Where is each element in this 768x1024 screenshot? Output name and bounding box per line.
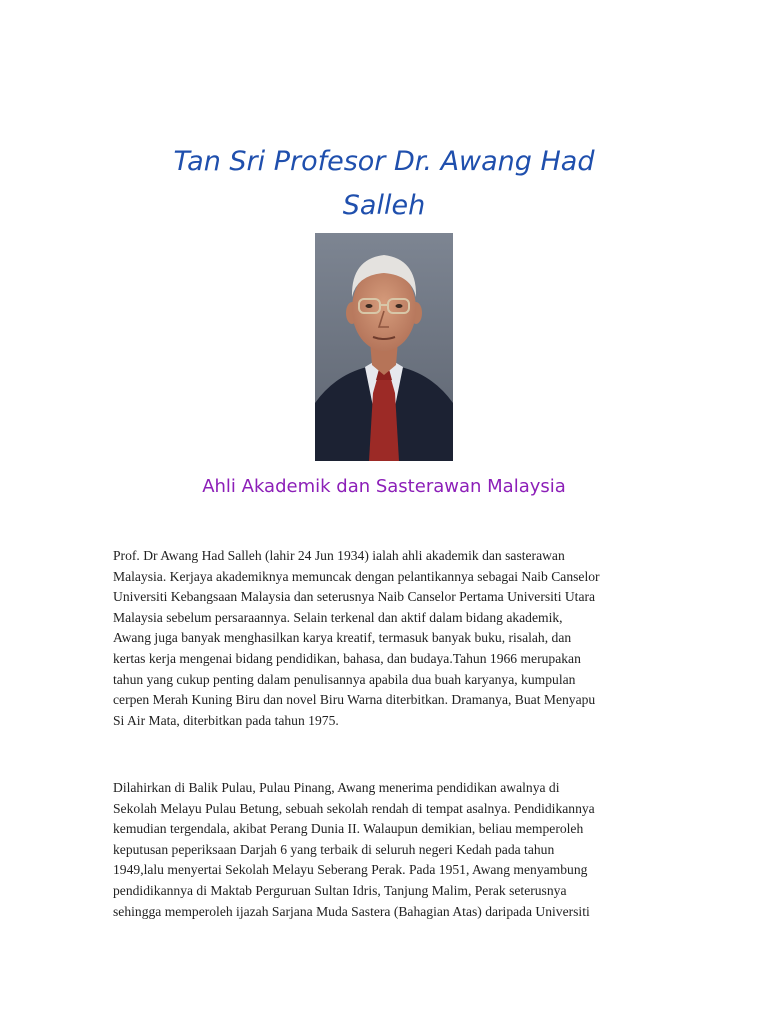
page-subtitle: Ahli Akademik dan Sasterawan Malaysia	[202, 476, 566, 497]
paragraph-line: Awang juga banyak menghasilkan karya kreatif, termasuk banyak buku, risalah, dan	[113, 630, 572, 646]
paragraph-line: Sekolah Melayu Pulau Betung, sebuah sekolah rendah di tempat asalnya. Pendidikannya	[113, 800, 595, 816]
page-title	[100, 140, 668, 228]
biography-paragraph-1	[113, 546, 643, 731]
paragraph-line: keputusan peperiksaan Darjah 6 yang terbaik di seluruh negeri Kedah pada tahun	[113, 841, 555, 857]
paragraph-line: kertas kerja mengenai bidang pendidikan, bahasa, dan budaya.Tahun 1966 merupakan	[113, 650, 581, 666]
paragraph-line: pendidikannya di Maktab Perguruan Sultan Idris, Tanjung Malim, Perak seterusnya	[113, 882, 567, 898]
paragraph-line: Malaysia sebelum persaraannya. Selain terkenal dan aktif dalam bidang akademik,	[113, 609, 563, 625]
paragraph-line: tahun yang cukup penting dalam penulisannya apabila dua buah karyanya, kumpulan	[113, 671, 576, 687]
paragraph-line: 1949,lalu menyertai Sekolah Melayu Seberang Perak. Pada 1951, Awang menyambung	[113, 862, 588, 878]
paragraph-line: Prof. Dr Awang Had Salleh (lahir 24 Jun 1934) ialah ahli akademik dan sasterawan	[113, 548, 565, 563]
title-line-1: Tan Sri Profesor Dr. Awang Had	[173, 146, 595, 177]
paragraph-line: Universiti Kebangsaan Malaysia dan seterusnya Naib Canselor Pertama Universiti Utara	[113, 589, 596, 605]
portrait-photo	[315, 233, 453, 461]
biography-paragraph-2	[113, 778, 643, 922]
paragraph-line: Malaysia. Kerjaya akademiknya memuncak dengan pelantikannya sebagai Naib Canselor	[113, 568, 600, 584]
paragraph-line: sehingga memperoleh ijazah Sarjana Muda Sastera (Bahagian Atas) daripada Universiti	[113, 903, 590, 919]
title-line-2: Salleh	[342, 190, 426, 221]
paragraph-line: kemudian tergendala, akibat Perang Dunia II. Walaupun demikian, beliau memperoleh	[113, 821, 584, 837]
paragraph-line: cerpen Merah Kuning Biru dan novel Biru Warna diterbitkan. Dramanya, Buat Menyapu	[113, 692, 596, 708]
paragraph-line: Si Air Mata, diterbitkan pada tahun 1975.	[113, 712, 339, 728]
paragraph-line: Dilahirkan di Balik Pulau, Pulau Pinang, Awang menerima pendidikan awalnya di	[113, 780, 560, 795]
